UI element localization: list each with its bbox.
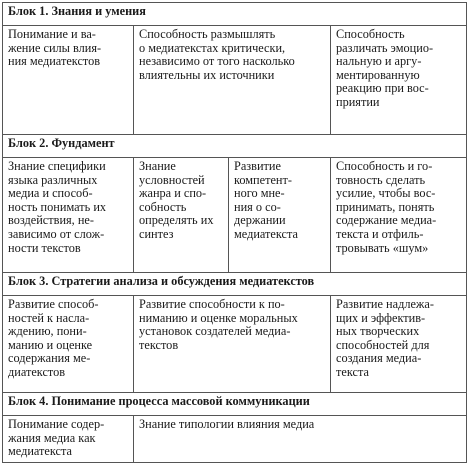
block-3-cell-3: Развитие надлежа- щих и эффектив- ных творческих способностей для создания медиа- текста	[331, 296, 467, 393]
block-3-cell-1: Развитие способ- ностей к насла- ждению, пони- манию и оценке содержания ме- диатекстов	[3, 296, 134, 393]
block-3-cell-2: Развитие способности к по- ниманию и оценке моральных установок создателей медиа- текстов	[134, 296, 331, 393]
block-1-title: Блок 1. Знания и умения	[3, 3, 467, 26]
block-4-cell-2: Знание типологии влияния медиа	[134, 416, 467, 463]
block-1-cell-1: Понимание и ва- жение силы влия- ния медиатекстов	[3, 26, 134, 135]
block-2-title: Блок 2. Фундамент	[3, 135, 467, 158]
block-2-cell-2: Знание условностей жанра и спо- собность определять их синтез	[134, 158, 229, 273]
block-1-cell-3: Способность различать эмоцио- нальную и аргу- ментированную реакцию при вос- приятии	[331, 26, 467, 135]
block-4-title: Блок 4. Понимание процесса массовой коммуникации	[3, 393, 467, 416]
block-2-cell-3: Развитие компетент- ного мне- ния о со- держании медиатекста	[229, 158, 331, 273]
block-2-cell-4: Способность и го- товность сделать усилие, чтобы вос- принимать, понять содержание медиа- текста и отфиль- тровывать «шум»	[331, 158, 467, 273]
media-competence-table	[2, 2, 467, 463]
block-4-cell-1: Понимание содер- жания медиа как медиатекста	[3, 416, 134, 463]
block-1-cell-2: Способность размышлять о медиатекстах критически, независимо от того насколько влиятельны их источники	[134, 26, 331, 135]
block-3-title: Блок 3. Стратегии анализа и обсуждения медиатекстов	[3, 273, 467, 296]
block-2-cell-1: Знание специфики языка различных медиа и способ- ность понимать их воздействия, не- зависимо от слож- ности текстов	[3, 158, 134, 273]
